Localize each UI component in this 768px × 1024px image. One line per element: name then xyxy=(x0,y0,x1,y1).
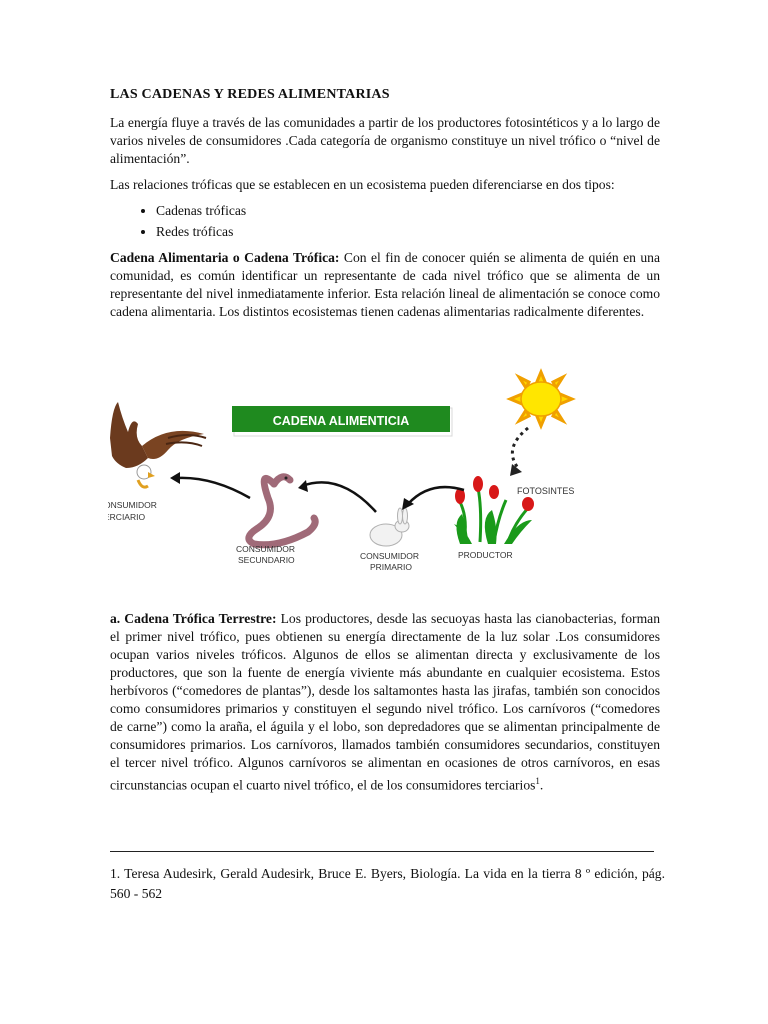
main-text xyxy=(110,86,660,329)
paragraph-cadena xyxy=(110,249,660,321)
label-productor: PRODUCTOR xyxy=(458,550,513,560)
eagle-icon xyxy=(110,402,206,487)
paragraph-terrestre xyxy=(110,610,660,795)
label-secundario-1: CONSUMIDOR xyxy=(236,544,296,554)
page-title: LAS CADENAS Y REDES ALIMENTARIAS xyxy=(110,87,390,102)
label-primario-1: CONSUMIDOR xyxy=(360,551,420,561)
paragraph-tipos: Las relaciones tróficas que se establecen en un ecosistema pueden diferenciarse en dos tipos: xyxy=(110,177,615,192)
bullet-list xyxy=(110,202,660,241)
label-fotosintesis: FOTOSINTES xyxy=(517,486,575,496)
banner xyxy=(232,406,452,436)
arrow-primario-secundario xyxy=(302,482,376,512)
bullet-item: • Cadenas tróficas xyxy=(156,202,660,220)
cadena-text: Con el fin de conocer quién se alimenta de quién en una comunidad, es común identificar un representante de cada nivel trófico que se alimenta de un representante del nivel inmediatamente inferior. Esta relación lineal de alimentación se conoce como cadena alimentaria. Los distintos ecosistemas tienen cadenas alimentarias radicalmente diferentes. xyxy=(110,250,660,319)
cadena-heading: Cadena Alimentaria o Cadena Trófica: xyxy=(110,250,340,265)
label-secundario-2: SECUNDARIO xyxy=(238,555,295,565)
bullet-item: • Redes tróficas xyxy=(156,223,660,241)
chain-arrows xyxy=(176,478,464,512)
label-terciario-1: ONSUMIDOR xyxy=(108,500,157,510)
terrestre-section xyxy=(110,610,660,803)
footnote: 1. Teresa Audesirk, Gerald Audesirk, Bruce E. Byers, Biología. La vida en la tierra 8 º edición, pág. 560 - 562 xyxy=(110,866,665,901)
label-terciario-2: ERCIARIO xyxy=(108,512,146,522)
sun-icon xyxy=(510,372,572,426)
food-chain-figure xyxy=(108,368,668,578)
footnote-marker: 1 xyxy=(535,776,540,786)
paragraph-intro: La energía fluye a través de las comunidades a partir de los productores fotosintéticos y a lo largo de varios niveles de consumidores .Cada categoría de organismo constituye un nivel trófico o “nivel de alimentación”. xyxy=(110,115,660,166)
terrestre-heading: a. Cadena Trófica Terrestre: xyxy=(110,611,277,626)
food-chain-illustration xyxy=(108,368,668,578)
label-primario-2: PRIMARIO xyxy=(370,562,413,572)
rabbit-icon xyxy=(370,508,409,546)
banner-title: CADENA ALIMENTICIA xyxy=(272,414,410,428)
footnote-divider xyxy=(110,851,654,852)
terrestre-end: . xyxy=(539,777,544,793)
sunlight-arrow xyxy=(510,428,528,476)
arrow-secundario-terciario xyxy=(176,478,250,498)
terrestre-text: Los productores, desde las secuoyas hasta las cianobacterias, forman el primer nivel trófico, pues obtienen su energía directamente de la luz solar .Los consumidores ocupan varios niveles tróficos. Algunos de ellos se alimentan directa y exclusivamente de los productores, que son la fuente de energía viviente más abundante en cualquier ecosistema. Estos herbívoros (“comedores de plantas”), desde los saltamontes hasta las jirafas, también son conocidos como consumidores primarios y constituyen el segundo nivel trófico. Los carnívoros (“comedores de carne”) como la araña, el águila y el lobo, son depredadores que se alimentan principalmente de consumidores primarios. Los carnívoros, llamados también consumidores secundarios, constituyen el tercer nivel trófico. Algunos carnívoros se alimentan en ocasiones de otros carnívoros, en esas circunstancias ocupan el cuarto nivel trófico, el de los consumidores terciarios xyxy=(110,611,660,793)
